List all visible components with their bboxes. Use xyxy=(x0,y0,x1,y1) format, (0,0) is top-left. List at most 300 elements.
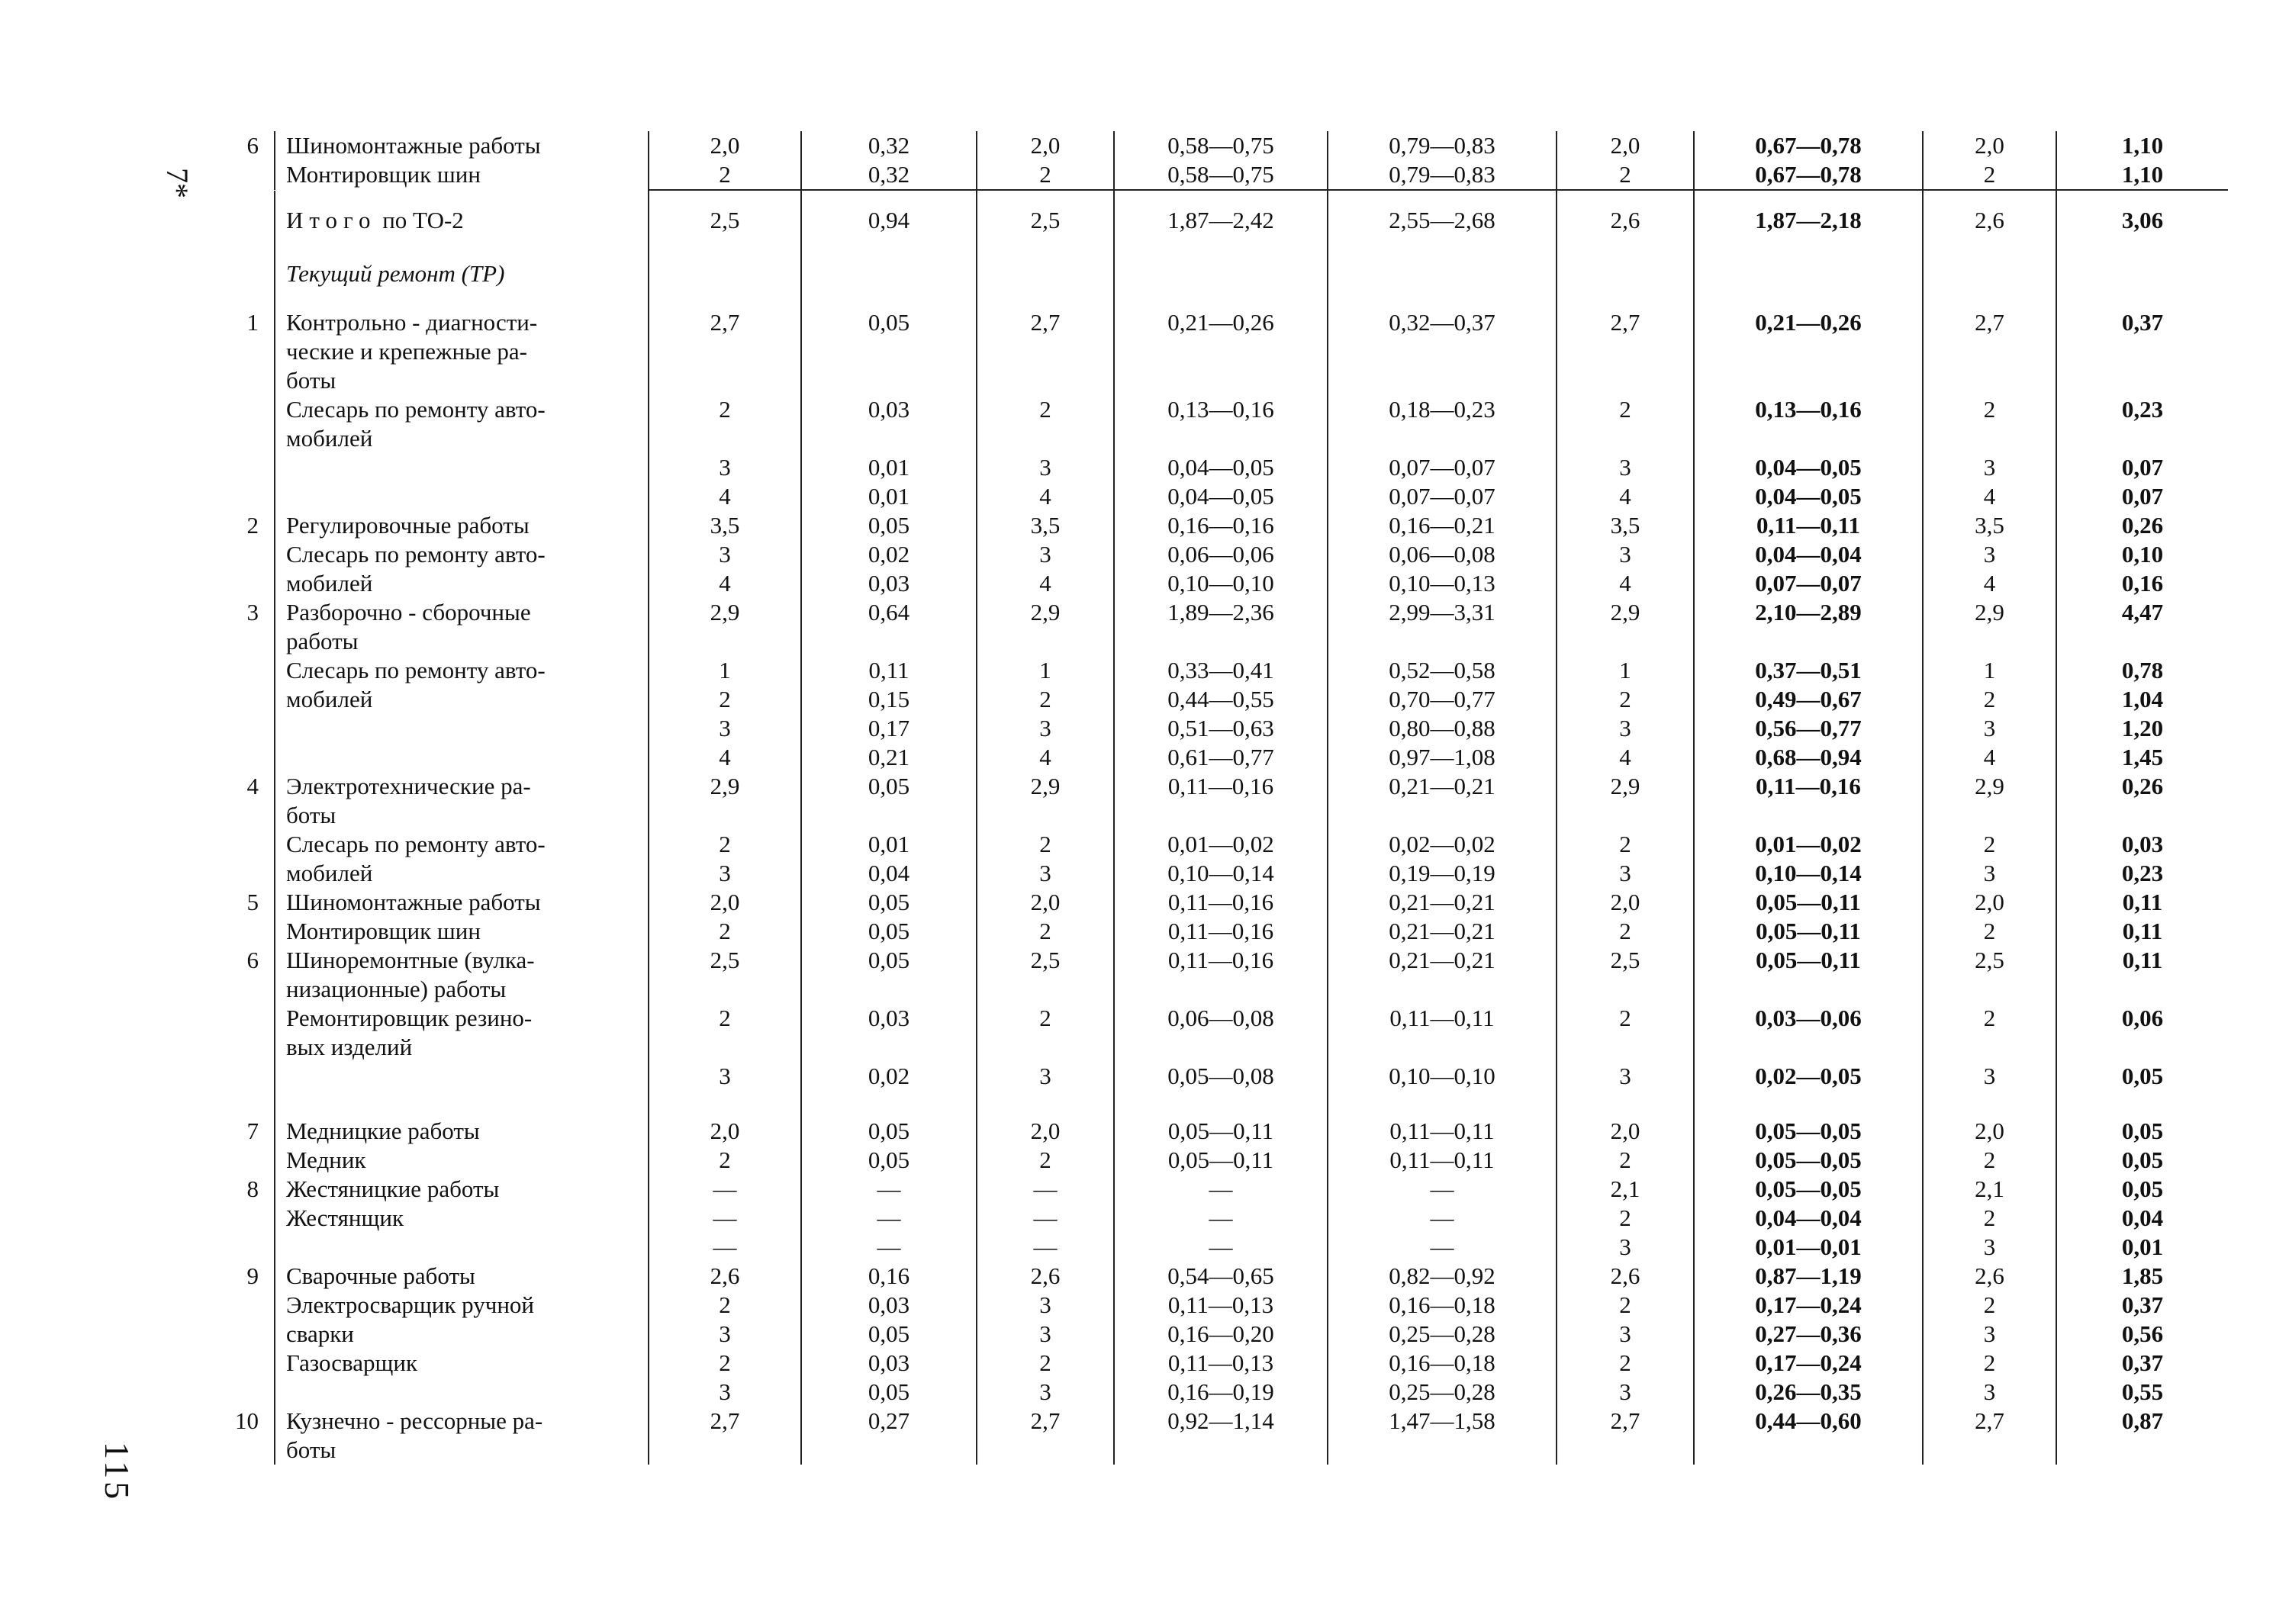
value-cell: 0,61—0,77 xyxy=(1114,743,1328,772)
value-cell xyxy=(1923,424,2056,453)
table-row xyxy=(229,598,2228,627)
value-cell: 2 xyxy=(1557,1004,1694,1033)
value-cell: — xyxy=(1114,1204,1328,1233)
work-name: Слесарь по ремонту авто- xyxy=(275,656,649,685)
value-cell: 0,80—0,88 xyxy=(1328,714,1557,743)
value-cell: 0,49—0,67 xyxy=(1694,685,1923,714)
table-row xyxy=(229,1175,2228,1204)
value-cell: 3 xyxy=(977,1320,1114,1349)
value-cell: 0,10—0,14 xyxy=(1694,859,1923,888)
value-cell: 0,02 xyxy=(801,540,977,569)
value-cell: 0,05 xyxy=(801,1117,977,1146)
value-cell: 2 xyxy=(977,1004,1114,1033)
table-row xyxy=(229,1262,2228,1291)
work-name: Монтировщик шин xyxy=(275,160,649,190)
value-cell xyxy=(1328,424,1557,453)
row-number xyxy=(229,337,275,366)
work-name xyxy=(275,1091,649,1117)
value-cell xyxy=(1557,975,1694,1004)
row-number: 3 xyxy=(246,599,259,625)
value-cell: 0,44—0,60 xyxy=(1694,1407,1923,1436)
value-cell: 0,58—0,75 xyxy=(1114,160,1328,190)
value-cell: 2 xyxy=(1557,395,1694,424)
value-cell xyxy=(1694,1436,1923,1465)
value-cell: 3 xyxy=(649,540,801,569)
value-cell: 2,99—3,31 xyxy=(1328,598,1557,627)
table-row xyxy=(229,743,2228,772)
value-cell: — xyxy=(801,1175,977,1204)
table-row xyxy=(229,1004,2228,1033)
row-number: 7 xyxy=(246,1118,259,1144)
value-cell: 0,05 xyxy=(2121,1146,2164,1173)
table-row xyxy=(229,714,2228,743)
work-name xyxy=(275,1378,649,1407)
value-cell: 0,02—0,05 xyxy=(1694,1062,1923,1091)
value-cell: — xyxy=(801,1233,977,1262)
value-cell: 2 xyxy=(649,1349,801,1378)
row-number xyxy=(229,424,275,453)
table-row xyxy=(229,685,2228,714)
value-cell: 3,5 xyxy=(649,511,801,540)
value-cell: 0,03 xyxy=(801,1004,977,1033)
value-cell: 2,9 xyxy=(1557,772,1694,801)
value-cell: 2 xyxy=(1923,1146,2056,1175)
work-name: Шиномонтажные работы xyxy=(275,888,649,917)
work-name: Слесарь по ремонту авто- xyxy=(275,540,649,569)
value-cell: 3 xyxy=(1557,1320,1694,1349)
value-cell: 2 xyxy=(1923,917,2056,946)
value-cell: 0,92—1,14 xyxy=(1114,1407,1328,1436)
value-cell: 3 xyxy=(1557,1233,1694,1262)
work-name: Слесарь по ремонту авто- xyxy=(275,830,649,859)
table-row xyxy=(229,453,2228,482)
value-cell: 0,16 xyxy=(2121,570,2164,597)
value-cell: 1,10 xyxy=(2121,161,2164,188)
value-cell: 0,25—0,28 xyxy=(1328,1378,1557,1407)
value-cell: 2 xyxy=(1923,160,2056,190)
value-cell: 0,05—0,11 xyxy=(1694,917,1923,946)
value-cell: 0,11 xyxy=(2122,918,2163,944)
table-row xyxy=(229,1407,2228,1436)
value-cell xyxy=(1694,424,1923,453)
value-cell: 2,10—2,89 xyxy=(1694,598,1923,627)
value-cell: 2 xyxy=(1923,685,2056,714)
section-header-row xyxy=(229,255,2228,308)
value-cell: 3 xyxy=(1923,1378,2056,1407)
value-cell xyxy=(2056,975,2228,1004)
value-cell: 0,52—0,58 xyxy=(1328,656,1557,685)
row-number xyxy=(229,917,275,946)
work-name xyxy=(275,482,649,511)
value-cell: 3 xyxy=(977,453,1114,482)
value-cell: 3 xyxy=(649,859,801,888)
value-cell: 3 xyxy=(1923,540,2056,569)
value-cell: 1,45 xyxy=(2121,744,2164,770)
value-cell xyxy=(1557,1436,1694,1465)
value-cell: 3,5 xyxy=(1557,511,1694,540)
value-cell xyxy=(649,1091,801,1117)
row-number xyxy=(229,453,275,482)
row-number xyxy=(229,1091,275,1117)
table-row xyxy=(229,1091,2228,1117)
work-name: Жестянщик xyxy=(275,1204,649,1233)
table-row xyxy=(229,1033,2228,1062)
value-cell: 2,9 xyxy=(649,598,801,627)
value-cell: 0,11 xyxy=(801,656,977,685)
value-cell: 0,87—1,19 xyxy=(1694,1262,1923,1291)
value-cell: 1 xyxy=(1923,656,2056,685)
value-cell xyxy=(1557,337,1694,366)
value-cell xyxy=(1557,627,1694,656)
value-cell: 0,03 xyxy=(2121,831,2164,857)
value-cell xyxy=(1923,1033,2056,1062)
row-number xyxy=(229,160,275,190)
row-number xyxy=(229,191,275,255)
value-cell: 0,17—0,24 xyxy=(1694,1349,1923,1378)
value-cell: 0,07—0,07 xyxy=(1328,453,1557,482)
work-name: мобилей xyxy=(275,424,649,453)
row-number xyxy=(229,1204,275,1233)
value-cell: 0,11—0,11 xyxy=(1328,1004,1557,1033)
value-cell: 0,05—0,05 xyxy=(1694,1117,1923,1146)
value-cell: 3 xyxy=(1557,540,1694,569)
row-number xyxy=(229,743,275,772)
value-cell: 0,27—0,36 xyxy=(1694,1320,1923,1349)
value-cell: 3 xyxy=(1557,1062,1694,1091)
table-row xyxy=(229,917,2228,946)
value-cell: 0,32 xyxy=(801,131,977,160)
value-cell xyxy=(2056,1033,2228,1062)
value-cell: 2,0 xyxy=(1923,1117,2056,1146)
value-cell: 4 xyxy=(1557,743,1694,772)
value-cell: 0,13—0,16 xyxy=(1114,395,1328,424)
value-cell: 1 xyxy=(649,656,801,685)
row-number xyxy=(229,1349,275,1378)
value-cell xyxy=(801,627,977,656)
value-cell: 0,02—0,02 xyxy=(1328,830,1557,859)
value-cell: 0,04 xyxy=(2121,1204,2164,1231)
row-number: 8 xyxy=(246,1175,259,1202)
value-cell: 2 xyxy=(977,830,1114,859)
value-cell: 0,21—0,21 xyxy=(1328,888,1557,917)
value-cell: 0,67—0,78 xyxy=(1694,160,1923,190)
value-cell: 0,26 xyxy=(2121,773,2164,799)
value-cell: 2,7 xyxy=(977,308,1114,337)
value-cell: 3,06 xyxy=(2121,207,2164,233)
value-cell: 0,51—0,63 xyxy=(1114,714,1328,743)
value-cell: 2,6 xyxy=(1557,191,1694,255)
table-row xyxy=(229,1146,2228,1175)
table-row xyxy=(229,1291,2228,1320)
value-cell: 2,6 xyxy=(1923,191,2056,255)
value-cell: 0,05 xyxy=(801,946,977,975)
value-cell: 2 xyxy=(1557,1291,1694,1320)
row-number xyxy=(229,1291,275,1320)
value-cell: 0,16—0,18 xyxy=(1328,1349,1557,1378)
value-cell: 3 xyxy=(1923,453,2056,482)
value-cell xyxy=(1328,1436,1557,1465)
work-name xyxy=(275,714,649,743)
work-name xyxy=(275,1062,649,1091)
value-cell: — xyxy=(1328,1175,1557,1204)
labor-norms-table xyxy=(229,131,2228,1465)
value-cell xyxy=(801,975,977,1004)
value-cell: 1,20 xyxy=(2121,715,2164,741)
value-cell: 4 xyxy=(977,743,1114,772)
value-cell xyxy=(1557,1091,1694,1117)
table-row xyxy=(229,395,2228,424)
value-cell: 1,10 xyxy=(2121,132,2164,159)
value-cell xyxy=(977,1033,1114,1062)
row-number xyxy=(229,1436,275,1465)
value-cell: 0,05 xyxy=(801,772,977,801)
value-cell: 0,03 xyxy=(801,1349,977,1378)
value-cell: 2,5 xyxy=(977,946,1114,975)
value-cell: 0,16—0,21 xyxy=(1328,511,1557,540)
table-row xyxy=(229,627,2228,656)
table-row xyxy=(229,975,2228,1004)
value-cell: 2,0 xyxy=(1923,888,2056,917)
value-cell: 0,97—1,08 xyxy=(1328,743,1557,772)
value-cell: 3 xyxy=(1557,714,1694,743)
value-cell: 1 xyxy=(977,656,1114,685)
work-name: Медницкие работы xyxy=(275,1117,649,1146)
table-row xyxy=(229,656,2228,685)
value-cell: 2,9 xyxy=(1923,772,2056,801)
value-cell xyxy=(801,424,977,453)
value-cell xyxy=(977,1436,1114,1465)
value-cell: 3 xyxy=(977,540,1114,569)
value-cell: 3,5 xyxy=(977,511,1114,540)
value-cell: 0,01—0,02 xyxy=(1114,830,1328,859)
value-cell: 2 xyxy=(1923,395,2056,424)
value-cell xyxy=(1923,975,2056,1004)
work-name: Сварочные работы xyxy=(275,1262,649,1291)
value-cell: 0,56—0,77 xyxy=(1694,714,1923,743)
value-cell: 3 xyxy=(1923,859,2056,888)
value-cell xyxy=(1694,975,1923,1004)
value-cell xyxy=(977,975,1114,1004)
value-cell xyxy=(1328,1033,1557,1062)
page-number: 115 xyxy=(98,1442,137,1503)
value-cell xyxy=(1694,1033,1923,1062)
value-cell: 2,6 xyxy=(1923,1262,2056,1291)
work-name: мобилей xyxy=(275,859,649,888)
value-cell xyxy=(1694,801,1923,830)
row-number xyxy=(229,569,275,598)
value-cell: 0,05 xyxy=(2121,1175,2164,1202)
value-cell: 0,18—0,23 xyxy=(1328,395,1557,424)
value-cell xyxy=(1114,801,1328,830)
value-cell: 0,07—0,07 xyxy=(1328,482,1557,511)
value-cell: 0,11—0,16 xyxy=(1114,917,1328,946)
table-row xyxy=(229,946,2228,975)
value-cell: 2 xyxy=(649,830,801,859)
value-cell: 3 xyxy=(649,714,801,743)
value-cell xyxy=(977,627,1114,656)
value-cell: 3 xyxy=(1557,1378,1694,1407)
value-cell xyxy=(649,801,801,830)
value-cell xyxy=(801,337,977,366)
value-cell xyxy=(1114,366,1328,395)
value-cell: 0,04—0,05 xyxy=(1114,453,1328,482)
row-number xyxy=(229,1233,275,1262)
value-cell: 0,17 xyxy=(801,714,977,743)
value-cell: 3 xyxy=(977,1291,1114,1320)
value-cell: 0,13—0,16 xyxy=(1694,395,1923,424)
table-row xyxy=(229,1117,2228,1146)
value-cell: 0,79—0,83 xyxy=(1328,131,1557,160)
value-cell: 0,06—0,08 xyxy=(1328,540,1557,569)
row-number xyxy=(229,540,275,569)
value-cell: 4 xyxy=(649,743,801,772)
value-cell: 4 xyxy=(1923,482,2056,511)
value-cell xyxy=(977,1091,1114,1117)
value-cell: 0,11—0,16 xyxy=(1114,888,1328,917)
table-row xyxy=(229,308,2228,337)
value-cell: 0,05 xyxy=(801,917,977,946)
value-cell xyxy=(1114,1091,1328,1117)
value-cell: 2 xyxy=(977,917,1114,946)
value-cell: 2,7 xyxy=(649,1407,801,1436)
value-cell: 2 xyxy=(977,395,1114,424)
table-row xyxy=(229,859,2228,888)
value-cell: 0,01—0,01 xyxy=(1694,1233,1923,1262)
value-cell: 0,05 xyxy=(801,1320,977,1349)
table-row xyxy=(229,424,2228,453)
value-cell xyxy=(649,255,801,308)
value-cell: 2 xyxy=(649,160,801,190)
value-cell: 0,05 xyxy=(801,1378,977,1407)
value-cell: 0,16—0,20 xyxy=(1114,1320,1328,1349)
work-name: Электротехнические ра- xyxy=(275,772,649,801)
value-cell: 0,32—0,37 xyxy=(1328,308,1557,337)
value-cell: 3 xyxy=(649,1320,801,1349)
value-cell xyxy=(1694,627,1923,656)
value-cell: 0,94 xyxy=(801,191,977,255)
value-cell: 0,11 xyxy=(2122,947,2163,973)
value-cell xyxy=(1328,255,1557,308)
value-cell: 2 xyxy=(977,1349,1114,1378)
row-number xyxy=(229,1033,275,1062)
value-cell xyxy=(801,801,977,830)
value-cell: 0,87 xyxy=(2121,1407,2164,1434)
value-cell xyxy=(1557,366,1694,395)
value-cell: 2 xyxy=(1557,160,1694,190)
value-cell: 3 xyxy=(1557,859,1694,888)
table-row xyxy=(229,482,2228,511)
value-cell: 0,03 xyxy=(801,1291,977,1320)
value-cell xyxy=(1114,627,1328,656)
row-number: 1 xyxy=(246,309,259,336)
table-row xyxy=(229,569,2228,598)
work-name: вых изделий xyxy=(275,1033,649,1062)
value-cell: — xyxy=(649,1233,801,1262)
value-cell: 2,0 xyxy=(649,1117,801,1146)
value-cell: 0,01 xyxy=(801,482,977,511)
value-cell: 0,21—0,21 xyxy=(1328,917,1557,946)
value-cell: 0,04—0,05 xyxy=(1694,482,1923,511)
value-cell: 0,01—0,02 xyxy=(1694,830,1923,859)
work-name: боты xyxy=(275,1436,649,1465)
value-cell: 0,26—0,35 xyxy=(1694,1378,1923,1407)
row-number xyxy=(229,830,275,859)
value-cell: 2 xyxy=(649,917,801,946)
value-cell: 2 xyxy=(1923,1291,2056,1320)
row-number xyxy=(229,366,275,395)
value-cell: 0,02 xyxy=(801,1062,977,1091)
value-cell: 0,05—0,05 xyxy=(1694,1146,1923,1175)
work-name: боты xyxy=(275,366,649,395)
value-cell: — xyxy=(801,1204,977,1233)
value-cell: 2 xyxy=(649,1146,801,1175)
value-cell: 0,78 xyxy=(2121,657,2164,683)
value-cell: 4 xyxy=(977,482,1114,511)
row-number xyxy=(229,656,275,685)
work-name: сварки xyxy=(275,1320,649,1349)
value-cell xyxy=(1114,1436,1328,1465)
value-cell: 0,16 xyxy=(801,1262,977,1291)
value-cell: 3 xyxy=(1923,714,2056,743)
row-number xyxy=(229,482,275,511)
table-row xyxy=(229,1378,2228,1407)
value-cell: 3 xyxy=(977,1378,1114,1407)
row-number xyxy=(229,1062,275,1091)
value-cell: 0,03 xyxy=(801,569,977,598)
value-cell: 2 xyxy=(1557,830,1694,859)
value-cell: 2,5 xyxy=(649,946,801,975)
value-cell: 0,33—0,41 xyxy=(1114,656,1328,685)
row-number xyxy=(229,1320,275,1349)
value-cell: 1,04 xyxy=(2121,686,2164,712)
value-cell: 1,87—2,18 xyxy=(1694,191,1923,255)
value-cell: 0,05 xyxy=(801,1146,977,1175)
work-name: Медник xyxy=(275,1146,649,1175)
value-cell: 2 xyxy=(1923,1349,2056,1378)
value-cell xyxy=(1328,801,1557,830)
table-row xyxy=(229,772,2228,801)
value-cell xyxy=(1114,1033,1328,1062)
value-cell: — xyxy=(1328,1204,1557,1233)
value-cell: 2,7 xyxy=(1557,308,1694,337)
value-cell xyxy=(801,1033,977,1062)
value-cell xyxy=(801,1436,977,1465)
value-cell: 0,07 xyxy=(2121,483,2164,510)
value-cell: 0,67—0,78 xyxy=(1694,131,1923,160)
work-name: Контрольно - диагности- xyxy=(275,308,649,337)
value-cell: — xyxy=(977,1233,1114,1262)
value-cell: 0,79—0,83 xyxy=(1328,160,1557,190)
value-cell: 0,05 xyxy=(2121,1063,2164,1089)
value-cell: 3 xyxy=(977,1062,1114,1091)
value-cell: 0,21—0,21 xyxy=(1328,772,1557,801)
table-row xyxy=(229,1349,2228,1378)
value-cell: 0,05—0,11 xyxy=(1694,946,1923,975)
value-cell xyxy=(977,255,1114,308)
value-cell: 2,55—2,68 xyxy=(1328,191,1557,255)
value-cell: 0,21—0,26 xyxy=(1694,308,1923,337)
value-cell: 2 xyxy=(977,160,1114,190)
value-cell xyxy=(1557,1033,1694,1062)
value-cell: 1,87—2,42 xyxy=(1114,191,1328,255)
value-cell: 0,54—0,65 xyxy=(1114,1262,1328,1291)
work-name xyxy=(275,743,649,772)
value-cell: 0,07 xyxy=(2121,454,2164,481)
value-cell: 0,11—0,11 xyxy=(1328,1146,1557,1175)
value-cell: 0,16—0,18 xyxy=(1328,1291,1557,1320)
work-name: Регулировочные работы xyxy=(275,511,649,540)
value-cell xyxy=(1557,255,1694,308)
